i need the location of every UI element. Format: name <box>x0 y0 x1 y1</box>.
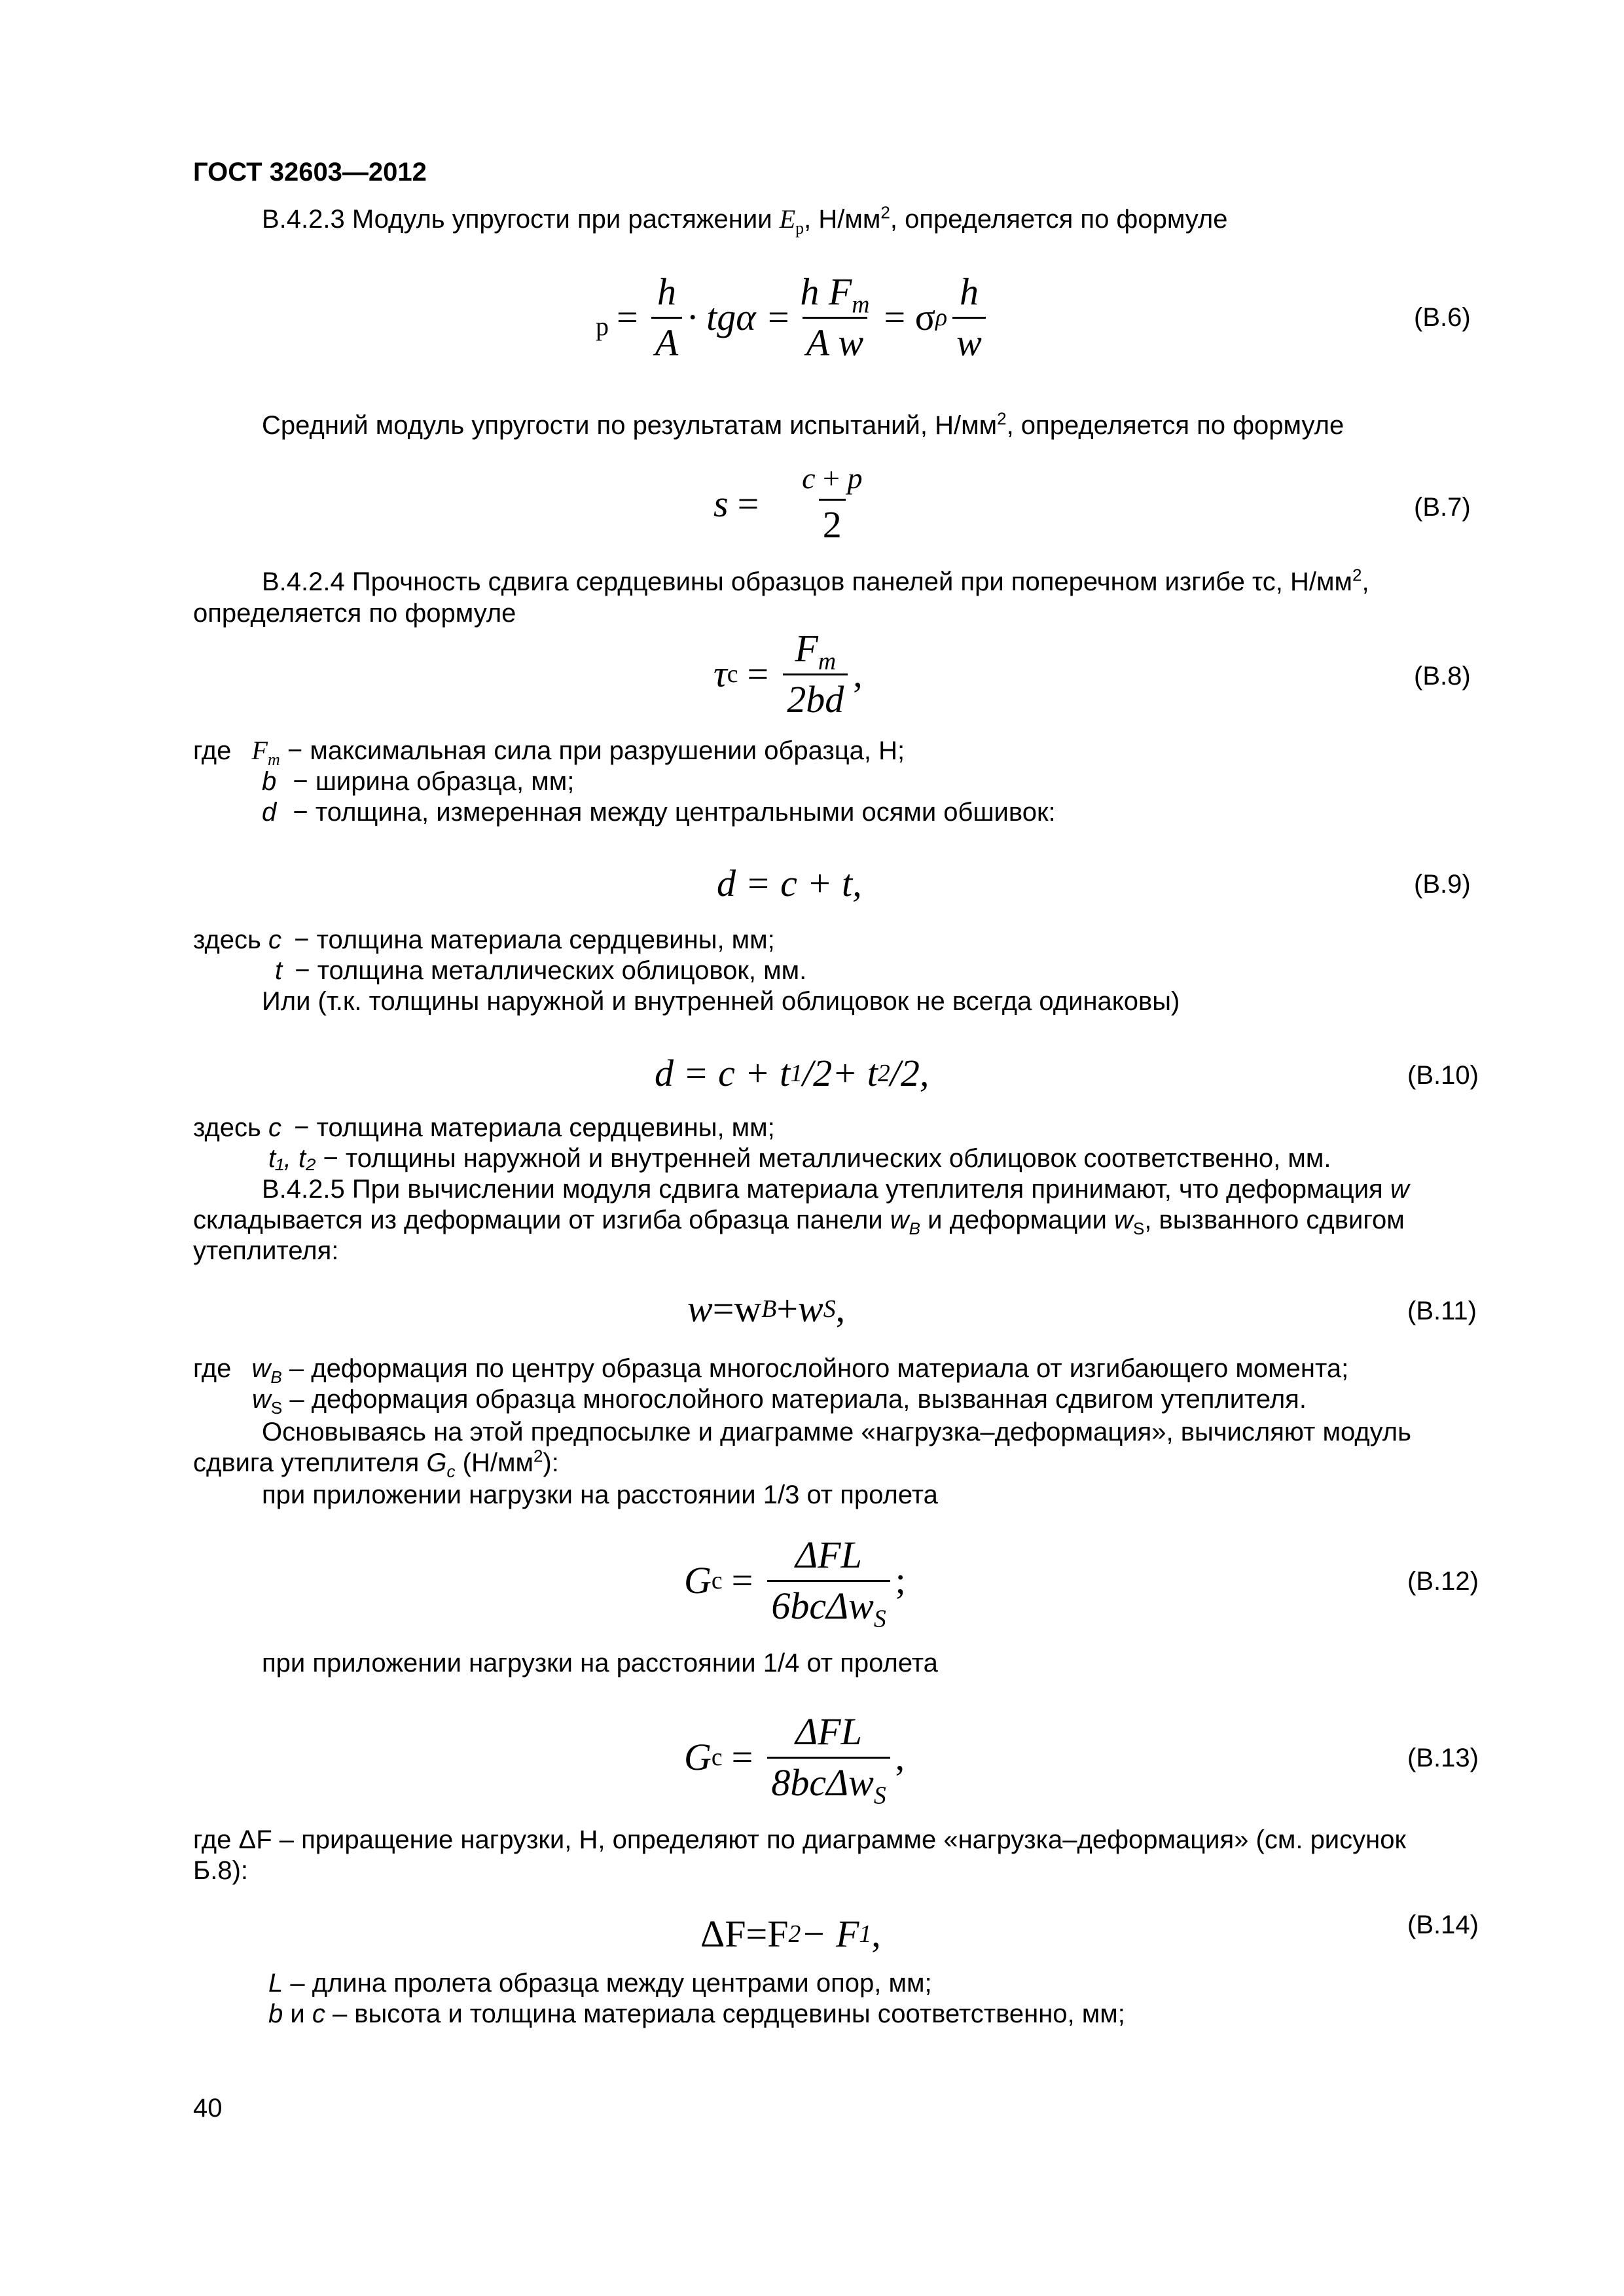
equation-number-b9: (В.9) <box>1414 870 1471 899</box>
formula-b9: d = c + t, <box>717 861 862 905</box>
definition-c-2: здесь c − толщина материала сердцевины, мм; <box>193 1113 775 1142</box>
equation-number-b6: (В.6) <box>1414 303 1471 332</box>
paragraph-b425-line3: утеплителя: <box>193 1236 339 1265</box>
paragraph-delta-f: где ΔF – приращение нагрузки, Н, определяют по диаграмме «нагрузка–деформация» (см. рисунок <box>193 1825 1406 1854</box>
formula-b10: d = c + t 1 /2+ t 2 /2, <box>655 1051 929 1094</box>
paragraph-b423: В.4.2.3 Модуль упругости при растяжении $E_p$, $Н/мм^2$, определяется по формуле <box>262 202 1228 238</box>
equation-number-b7: (В.7) <box>1414 493 1471 522</box>
paragraph-based-on: Основываясь на этой предпосылке и диаграмме «нагрузка–деформация», вычисляют модуль <box>262 1418 1411 1446</box>
definition-t1-t2: t₁, t₂ − толщины наружной и внутренней металлических облицовок соответственно, мм. <box>268 1144 1331 1173</box>
load-condition-1-3: при приложении нагрузки на расстоянии 1/3 от пролета <box>262 1480 938 1509</box>
paragraph-b424: В.4.2.4 Прочность сдвига сердцевины образцов панелей при поперечном изгибе τс, $Н/мм^2$, <box>262 565 1369 596</box>
formula-b14: ΔF=F 2 − F 1 , <box>700 1912 881 1955</box>
equation-number-b10: (В.10) <box>1407 1061 1479 1090</box>
paragraph-delta-f-cont: Б.8): <box>193 1856 249 1885</box>
formula-b11: w = w B + w S , <box>687 1287 846 1330</box>
load-condition-1-4: при приложении нагрузки на расстоянии 1/4 от пролета <box>262 1649 938 1677</box>
symbol-fm: $F_m$ <box>251 736 280 769</box>
standard-header: ГОСТ 32603—2012 <box>193 158 427 187</box>
definition-ws: $w_S$ – деформация образца многослойного материала, вызванная сдвигом утеплителя. <box>252 1385 1307 1418</box>
equation-number-b14: (В.14) <box>1407 1910 1479 1939</box>
paragraph-b424-cont: определяется по формуле <box>193 599 516 628</box>
equation-number-b13: (В.13) <box>1407 1744 1479 1772</box>
definition-fm: где $F_m$ − максимальная сила при разрушении образца, Н; <box>193 736 905 769</box>
formula-b12: G c = $\frac{\text{ΔFL}}{6bc\Delta w_S}$ ; <box>684 1533 906 1633</box>
equation-number-b12: (В.12) <box>1407 1567 1479 1596</box>
formula-b6: p = $\frac{h}{A}$ · tgα = $\frac{h F_m}{\text{A w}}$ = σ ρ $\frac{h}{w}$ <box>596 265 991 370</box>
paragraph-based-on-cont: сдвига утеплителя $G_c$ $(Н/мм^2)$: <box>193 1446 559 1481</box>
formula-b13: G c = $\frac{\text{ΔFL}}{8bc\Delta w_S}$ , <box>684 1710 905 1810</box>
definition-b-c: b и c – высота и толщина материала сердцевины соответственно, мм; <box>268 2000 1125 2028</box>
formula-b7: s = $\frac{c + p}{2}$ <box>713 461 863 546</box>
definition-b: b − ширина образца, мм; <box>262 767 575 796</box>
equation-number-b11: (В.11) <box>1407 1297 1477 1325</box>
paragraph-b423-text: В.4.2.3 Модуль упругости при растяжении <box>262 205 772 234</box>
symbol-ep: $E_p$ <box>779 204 804 238</box>
definition-l: L – длина пролета образца между центрами опор, мм; <box>268 1969 932 1998</box>
paragraph-or: Или (т.к. толщины наружной и внутренней облицовок не всегда одинаковы) <box>262 987 1180 1016</box>
definition-c: здесь c − толщина материала сердцевины, мм; <box>193 925 775 954</box>
formula-b8: τ c = $\frac{F_m}{2bd}$ , <box>713 626 863 721</box>
definition-d: d − толщина, измеренная между центральными осями обшивок: <box>262 798 1056 827</box>
equation-number-b8: (В.8) <box>1414 662 1471 691</box>
paragraph-average-modulus: Средний модуль упругости по результатам испытаний, $Н/мм^2$, определяется по формуле <box>262 408 1344 440</box>
page-number: 40 <box>193 2094 223 2123</box>
paragraph-b425-line1: В.4.2.5 При вычислении модуля сдвига материала утеплителя принимают, что деформация w <box>262 1175 1409 1204</box>
definition-t: t − толщина металлических облицовок, мм. <box>275 956 807 985</box>
paragraph-b425-line2: складывается из деформации от изгиба образца панели $w_B$ и деформации $w_S$, вызванного сдвигом <box>193 1206 1405 1238</box>
definition-wb: где $w_B$ – деформация по центру образца многослойного материала от изгибающего момента; <box>193 1354 1349 1387</box>
